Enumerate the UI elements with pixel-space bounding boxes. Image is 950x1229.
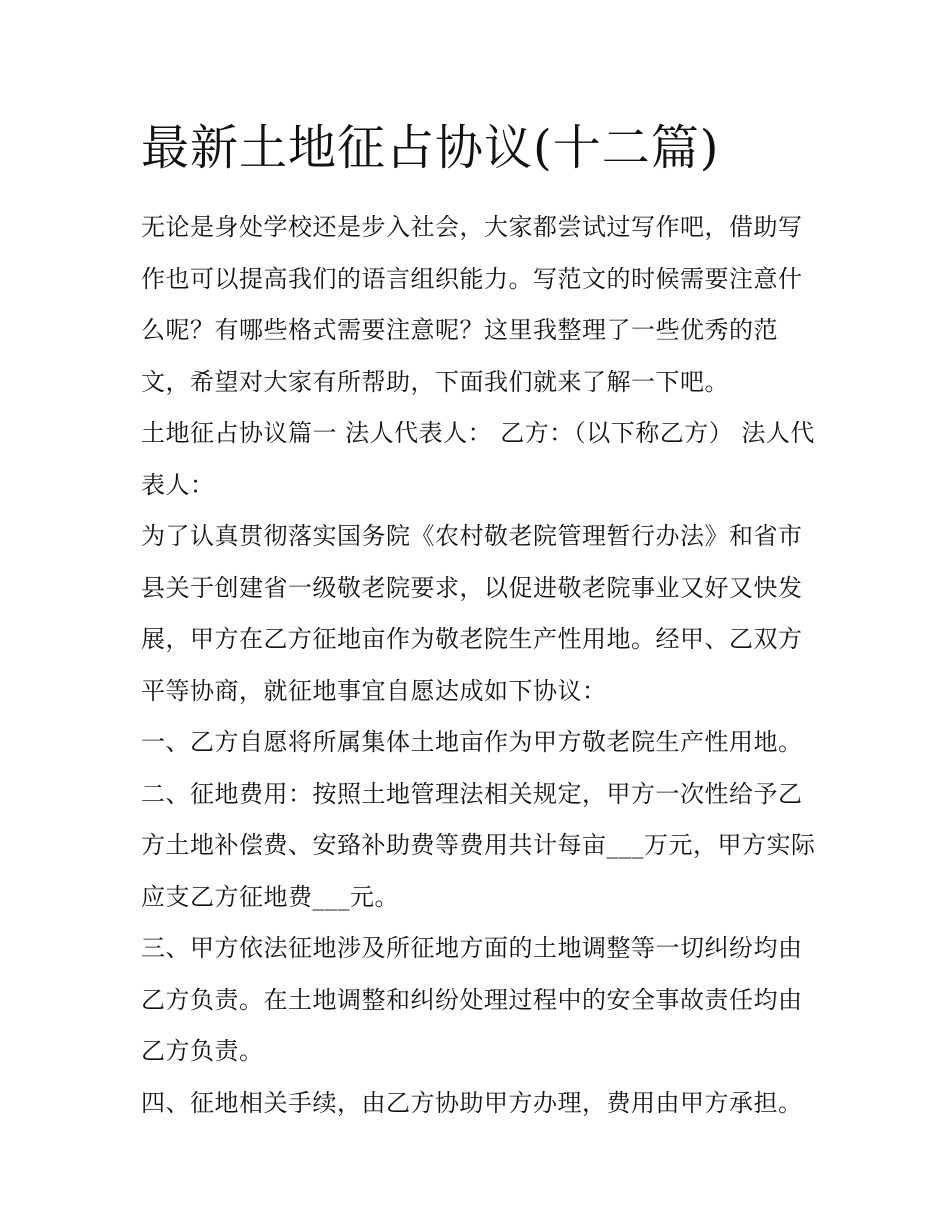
paragraph-preamble: 为了认真贯彻落实国务院《农村敬老院管理暂行办法》和省市县关于创建省一级敬老院要求，以促进敬老院事业又好又快发展，甲方在乙方征地亩作为敬老院生产性用地。经甲、乙双方平等协商，就征地事宜自愿达成如下协议： — [141, 522, 803, 705]
document-page — [141, 108, 821, 1129]
paragraph-clause-4: 四、征地相关手续，由乙方协助甲方办理，费用由甲方承担。 — [141, 1088, 803, 1117]
paragraph-clause-1: 一、乙方自愿将所属集体土地亩作为甲方敬老院生产性用地。 — [141, 728, 803, 756]
paragraph-parties: 土地征占协议篇一 法人代表人： 乙方：（以下称乙方） 法人代表人： — [141, 419, 815, 499]
document-title: 最新土地征占协议(十二篇) — [141, 120, 720, 176]
paragraph-clause-3: 三、甲方依法征地涉及所征地方面的土地调整等一切纠纷均由乙方负责。在土地调整和纠纷处理过程中的安全事故责任均由乙方负责。 — [141, 934, 803, 1065]
paragraph-clause-2: 二、征地费用：按照土地管理法相关规定，甲方一次性给予乙方土地补偿费、安臵补助费等费用共计每亩___万元，甲方实际应支乙方征地费___元。 — [141, 779, 816, 911]
paragraph-intro: 无论是身处学校还是步入社会，大家都尝试过写作吧，借助写作也可以提高我们的语言组织能力。写范文的时候需要注意什么呢？有哪些格式需要注意呢？这里我整理了一些优秀的范文，希望对大家有所帮助，下面我们就来了解一下吧。 — [141, 213, 803, 396]
